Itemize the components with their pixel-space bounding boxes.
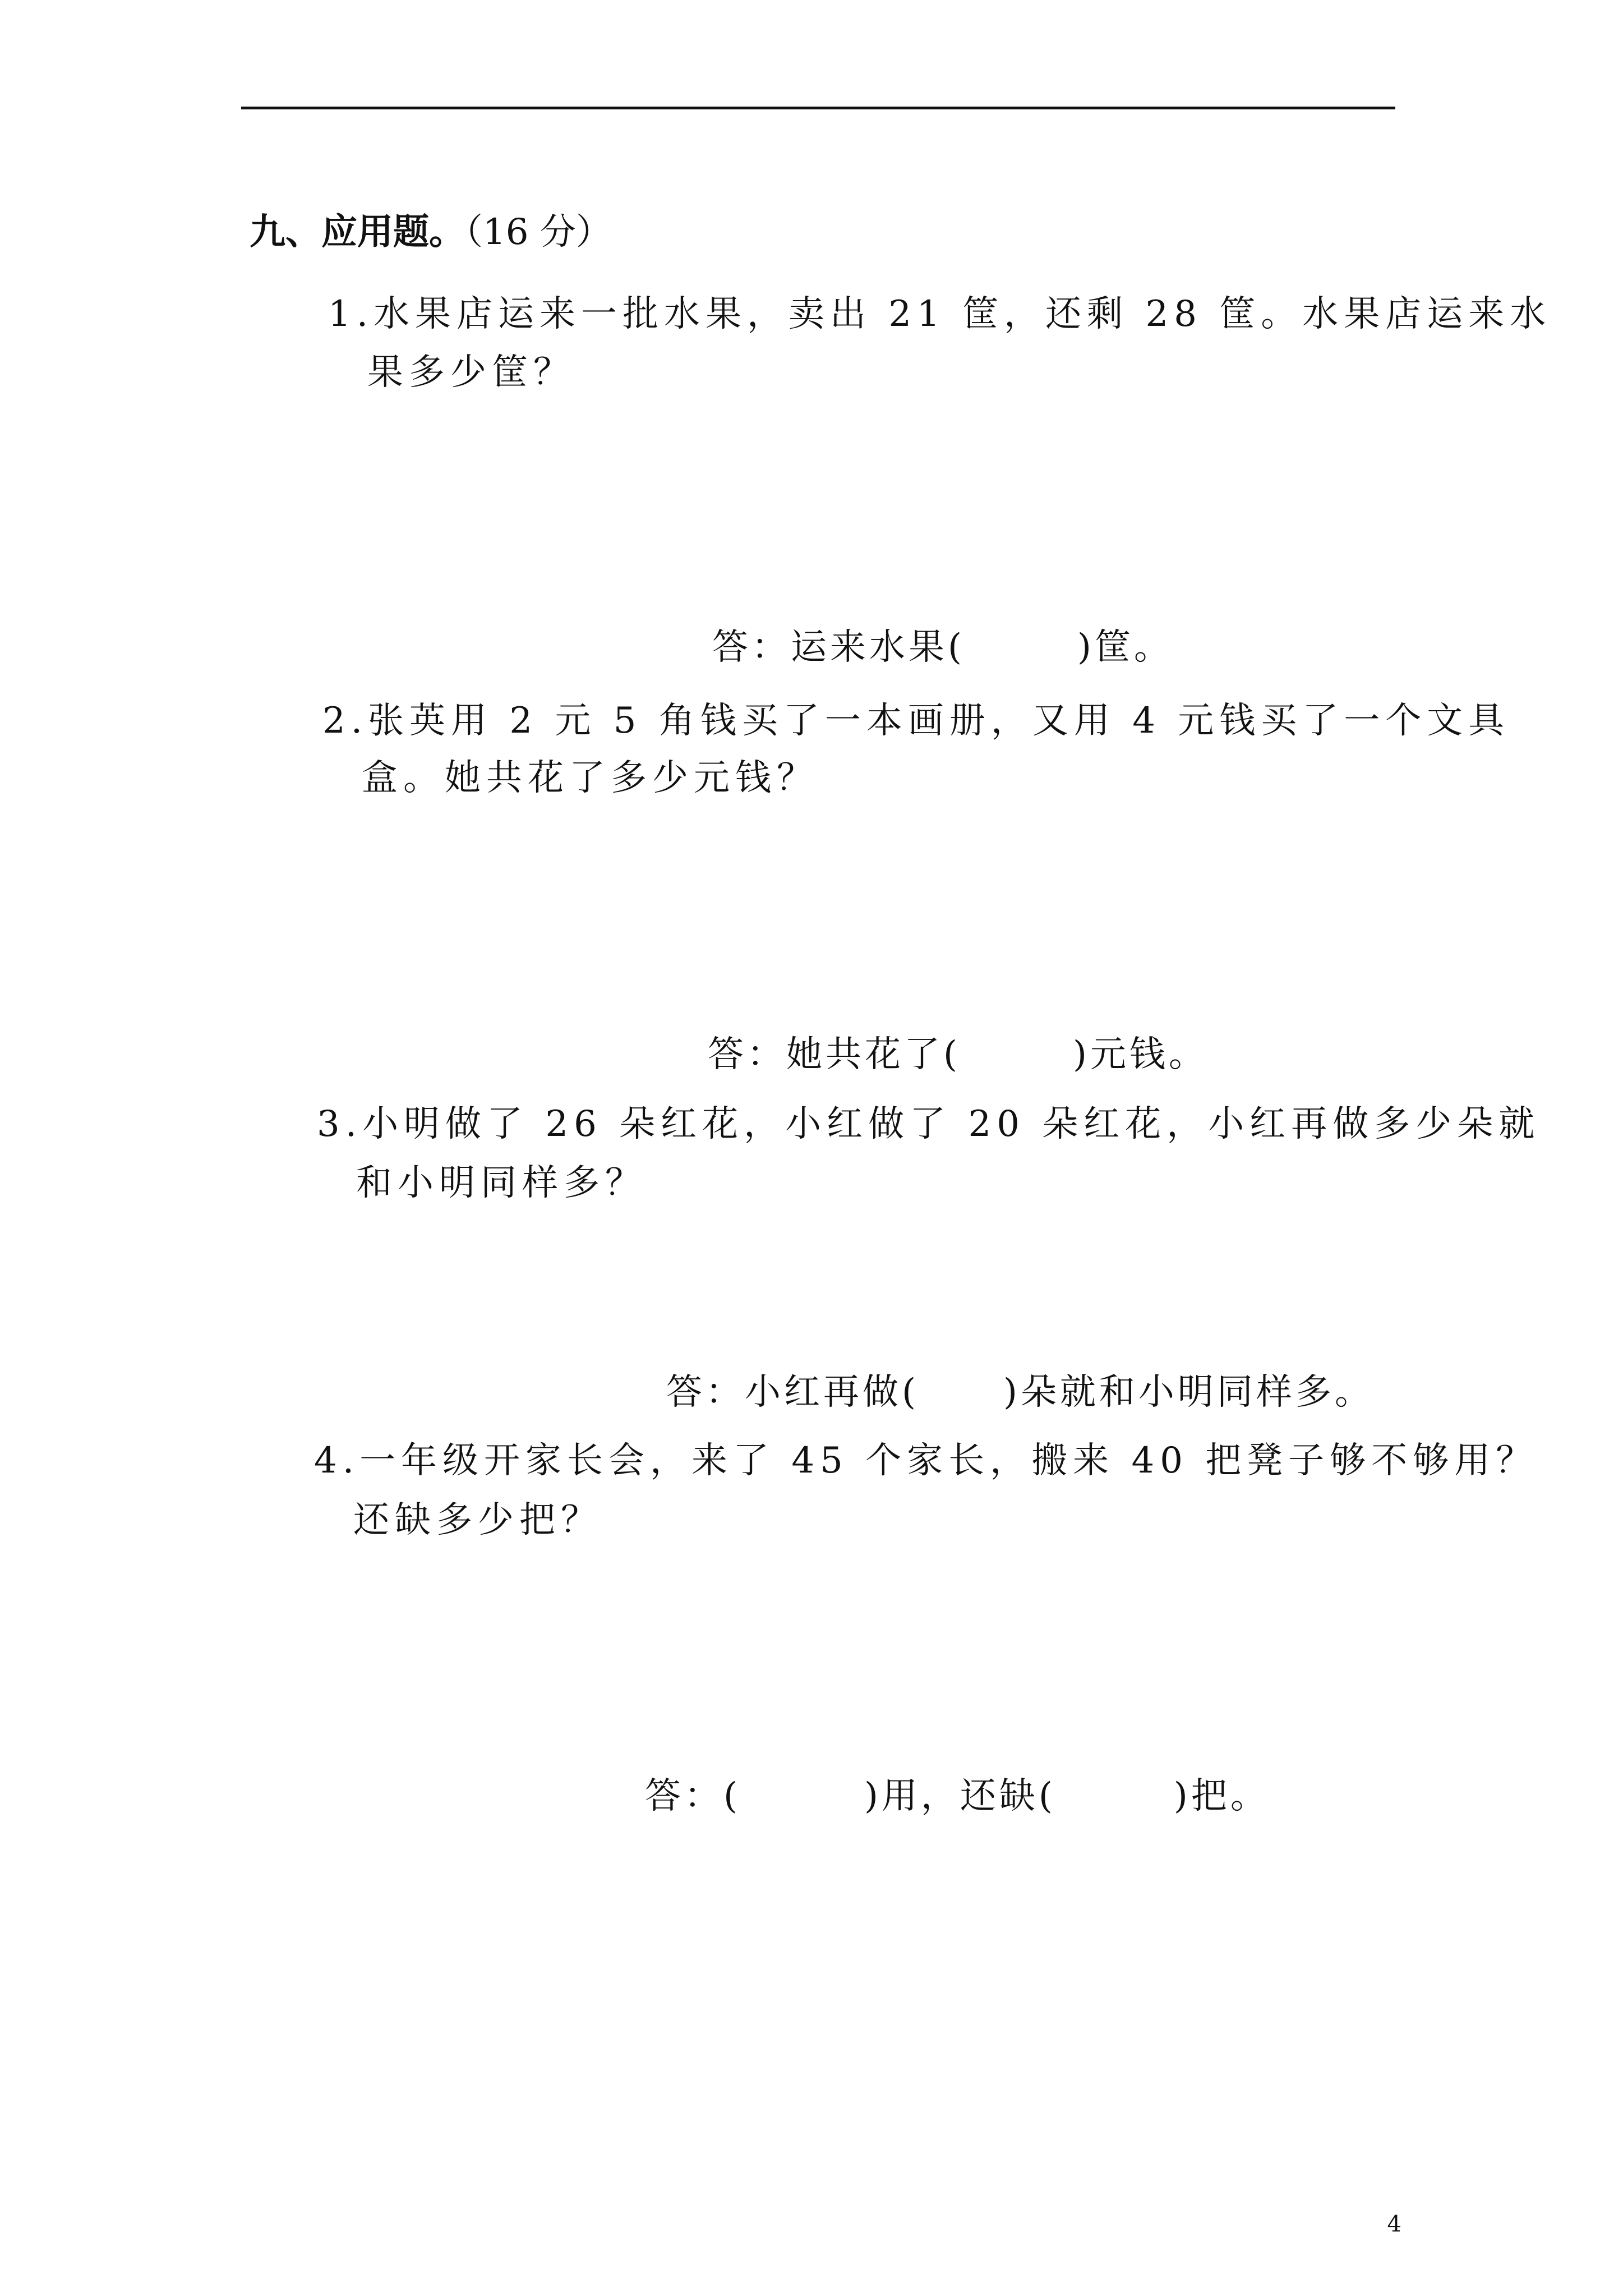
answer-4-part-3: )把。 <box>1173 1775 1270 1817</box>
answer-1-prefix: 答：运来水果( <box>712 627 965 668</box>
answer-4-part-1: 答：( <box>645 1775 741 1817</box>
answer-3-prefix: 答：小红再做( <box>666 1372 919 1413</box>
question-3-line-2: 和小明同样多？ <box>356 1162 647 1204</box>
question-3-answer <box>666 1372 1374 1413</box>
question-4-answer <box>645 1775 1270 1817</box>
section-points: （16 分） <box>465 211 612 253</box>
answer-2-suffix: )元钱。 <box>1072 1034 1208 1075</box>
question-2-line-1: 2.张英用 2 元 5 角钱买了一本画册，又用 4 元钱买了一个文具 <box>322 700 1510 742</box>
answer-3-suffix: )朵就和小明同样多。 <box>1003 1372 1374 1413</box>
answer-1-suffix: )筐。 <box>1077 627 1173 668</box>
section-heading <box>250 211 612 253</box>
question-1-line-1: 1.水果店运来一批水果，卖出 21 筐，还剩 28 筐。水果店运来水 <box>328 293 1552 335</box>
page-number: 4 <box>1387 2211 1401 2237</box>
answer-4-part-2: )用，还缺( <box>864 1775 1056 1817</box>
answer-2-prefix: 答：她共花了( <box>708 1034 961 1075</box>
question-3-line-1: 3.小明做了 26 朵红花，小红做了 20 朵红花，小红再做多少朵就 <box>317 1103 1541 1145</box>
question-4-line-2: 还缺多少把？ <box>353 1499 602 1541</box>
question-2-line-2: 盒。她共花了多少元钱？ <box>362 757 818 799</box>
question-1-line-2: 果多少筐？ <box>367 352 575 393</box>
header-rule <box>241 107 1395 109</box>
question-2-answer <box>708 1034 1208 1075</box>
question-4-line-1: 4.一年级开家长会，来了 45 个家长，搬来 40 把凳子够不够用？ <box>314 1440 1538 1481</box>
question-1-answer <box>712 627 1173 668</box>
section-title: 九、应用题。 <box>250 211 465 253</box>
